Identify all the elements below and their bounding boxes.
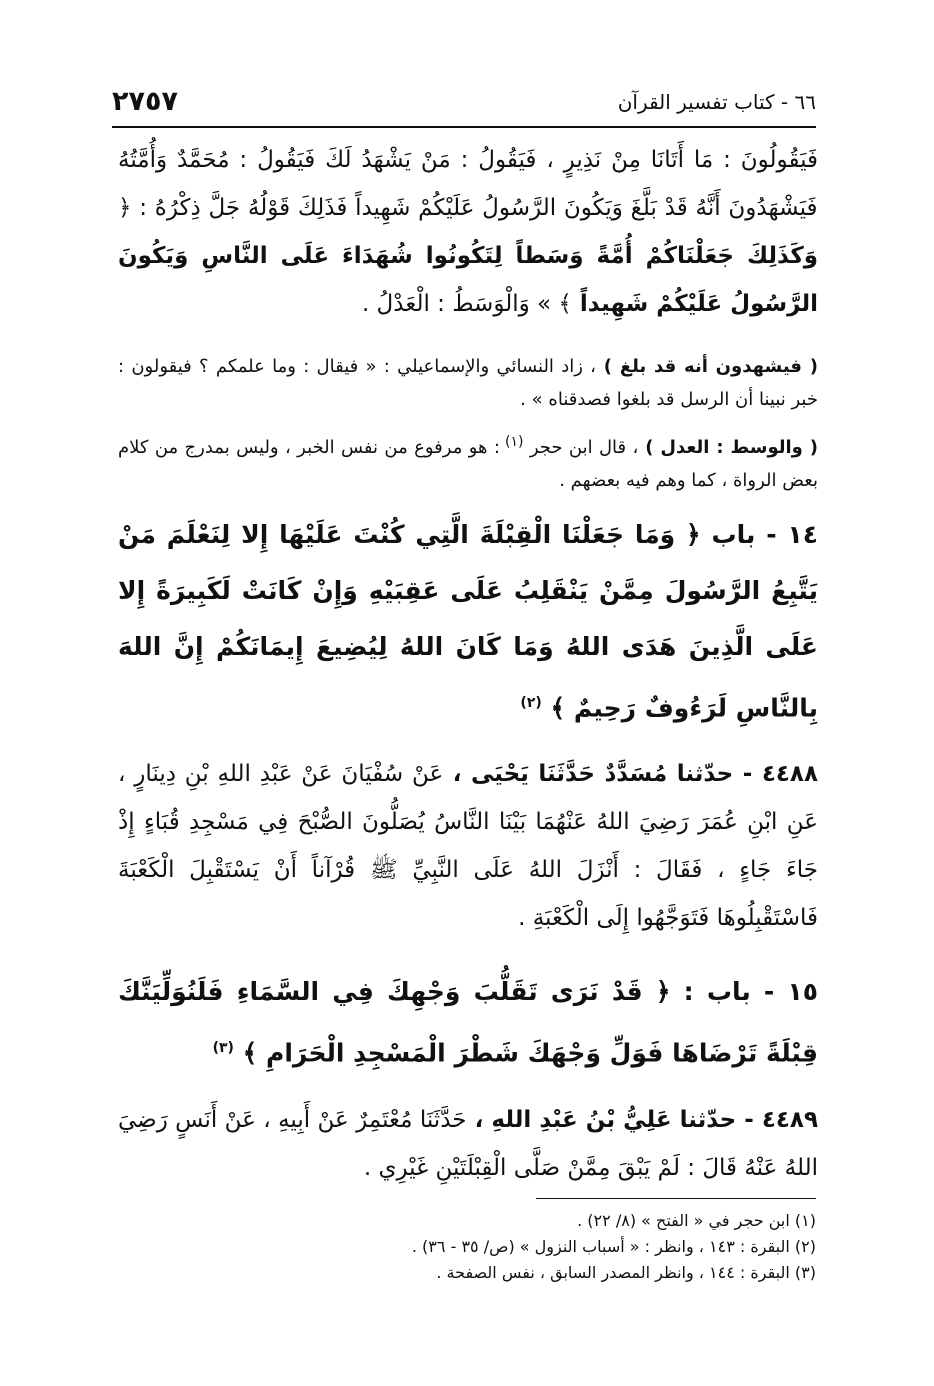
commentary-paragraph [118, 350, 818, 416]
chapter-line: اللهُ وَمَا كَانَ اللهُ لِيُضِيعَ إِيمَانَكُمْ إِنَّ اللهَ بِالنَّاسِ لَرَءُوفٌ رَحِيمٌ ﴾ [118, 632, 818, 723]
chapter-heading-14 [118, 507, 818, 736]
footnote-reference[interactable]: (٣) [212, 1040, 234, 1057]
footnote-reference[interactable]: (٢) [520, 695, 542, 711]
commentary-paragraph [118, 426, 818, 497]
commentary-lemma: ( فيشهدون أنه قد بلغ ) [595, 356, 819, 377]
chapter-line: تَرْضَاهَا فَوَلِّ وَجْهَكَ شَطْرَ الْمَسْجِدِ الْحَرَامِ ﴾ [233, 1038, 758, 1068]
quran-verse: وَكَذَلِكَ جَعَلْنَاكُمْ أُمَّةً وَسَطاً لِتَكُونُوا [412, 243, 819, 269]
commentary-text: ، زاد النسائي والإسماعيلي : « فيقال : وما علمكم ؟ فيقولون : خبر نبينا أن الرسل قد بلغوا فصدقناه » . [118, 356, 818, 410]
running-title: ٦٦ - كتاب تفسير القرآن [617, 90, 816, 114]
hadith-line: مُحَمَّدٌ وَأُمَّتُهُ فَيَشْهَدُونَ أَنَّهُ قَدْ بَلَّغَ وَيَكُونَ الرَّسُولُ عَلَيْكُمْ شَهِيداً [118, 147, 818, 221]
page-number: ٢٧٥٧ [112, 86, 178, 117]
footnote-reference[interactable]: (١) [499, 434, 524, 450]
footnotes [118, 1208, 816, 1286]
chapter-line: ١٥ - باب : ﴿ قَدْ نَرَى تَقَلُّبَ وَجْهِكَ فِي السَّمَاءِ فَلَنُوَلِّيَنَّكَ قِبْلَةً [118, 977, 818, 1068]
chapter-line: ١٤ - باب ﴿ وَمَا جَعَلْنَا الْقِبْلَةَ الَّتِي كُنْتَ عَلَيْهَا إِلا لِنَعْلَمَ مَنْ يَتَّبِعُ [118, 520, 818, 605]
footnote-1: (١) ابن حجر في « الفتح » (٨/ ٢٢) . [577, 1211, 816, 1230]
hadith-line: فَذَلِكَ قَوْلُهُ جَلَّ ذِكْرُهُ : ﴿ [118, 195, 348, 221]
footnote-3: (٣) البقرة : ١٤٤ ، وانظر المصدر السابق ، نفس الصفحة . [436, 1263, 816, 1282]
hadith-4488 [118, 750, 818, 942]
page-header [112, 84, 816, 124]
commentary-text: : هو مرفوع من نفس الخبر ، وليس بمدرج من كلام بعض الرواة ، كما وهم فيه بعضهم . [118, 437, 818, 491]
hadith-4487-continuation [118, 136, 818, 328]
footnote-2: (٢) البقرة : ١٤٣ ، وانظر : « أسباب النزول » (ص/ ٣٥ - ٣٦) . [411, 1237, 816, 1256]
hadith-number-lead: ٤٤٨٨ - حدّثنا مُسَدَّدٌ حَدَّثَنَا يَحْيَى ، [443, 761, 819, 788]
header-divider [112, 126, 816, 128]
commentary-lemma: ( والوسط : العدل ) [638, 437, 818, 458]
hadith-line: الْعَدْلُ . [361, 291, 430, 317]
hadith-line: ﴾ » وَالْوَسَطُ : [429, 291, 572, 317]
chapter-line: الرَّسُولَ مِمَّنْ يَنْقَلِبُ عَلَى عَقِبَيْهِ وَإِنْ كَانَتْ لَكَبِيرَةً إِلا عَلَى الَّذِينَ هَدَى [118, 576, 818, 661]
chapter-heading-15 [118, 964, 818, 1081]
hadith-body: حَدَّثَنَا مُعْتَمِرٌ عَنْ أَبِيهِ ، عَنْ أَنَسٍ رَضِيَ اللهُ عَنْهُ قَالَ : لَمْ يَبْقَ مِمَّنْ صَلَّى الْقِبْلَتَيْنِ غَيْرِي . [118, 1106, 818, 1181]
page-body [118, 136, 818, 1214]
hadith-body: عَنْ سُفْيَانَ عَنْ عَبْدِ اللهِ بْنِ دِينَارٍ ، عَنِ ابْنِ عُمَرَ رَضِيَ اللهُ عَنْهُمَا بَيْنَا النَّاسُ يُصَلُّونَ الصُّبْحَ فِي مَسْجِدِ قُبَاءٍ إِذْ جَاءَ جَاءٍ ، فَقَالَ : أَنْزَلَ اللهُ عَلَى النَّبِيِّ ﷺ قُرْآناً أَنْ يَسْتَقْبِلَ الْكَعْبَةَ فَاسْتَقْبِلُوهَا فَتَوَجَّهُوا إِلَى الْكَعْبَةِ . [118, 761, 818, 932]
quran-verse: شُهَدَاءَ عَلَى النَّاسِ وَيَكُونَ الرَّسُولُ عَلَيْكُمْ شَهِيداً [118, 243, 818, 317]
commentary-text: ، قال ابن حجر [523, 437, 639, 458]
hadith-number-lead: ٤٤٨٩ - حدّثنا عَلِيُّ بْنُ عَبْدِ اللهِ ، [466, 1106, 818, 1133]
hadith-line: فَيَقُولُونَ : مَا أَتَانَا مِنْ نَذِيرٍ ، فَيَقُولُ : مَنْ يَشْهَدُ لَكَ فَيَقُولُ : [229, 147, 819, 173]
hadith-4489 [118, 1096, 818, 1192]
footnote-divider [536, 1198, 816, 1199]
